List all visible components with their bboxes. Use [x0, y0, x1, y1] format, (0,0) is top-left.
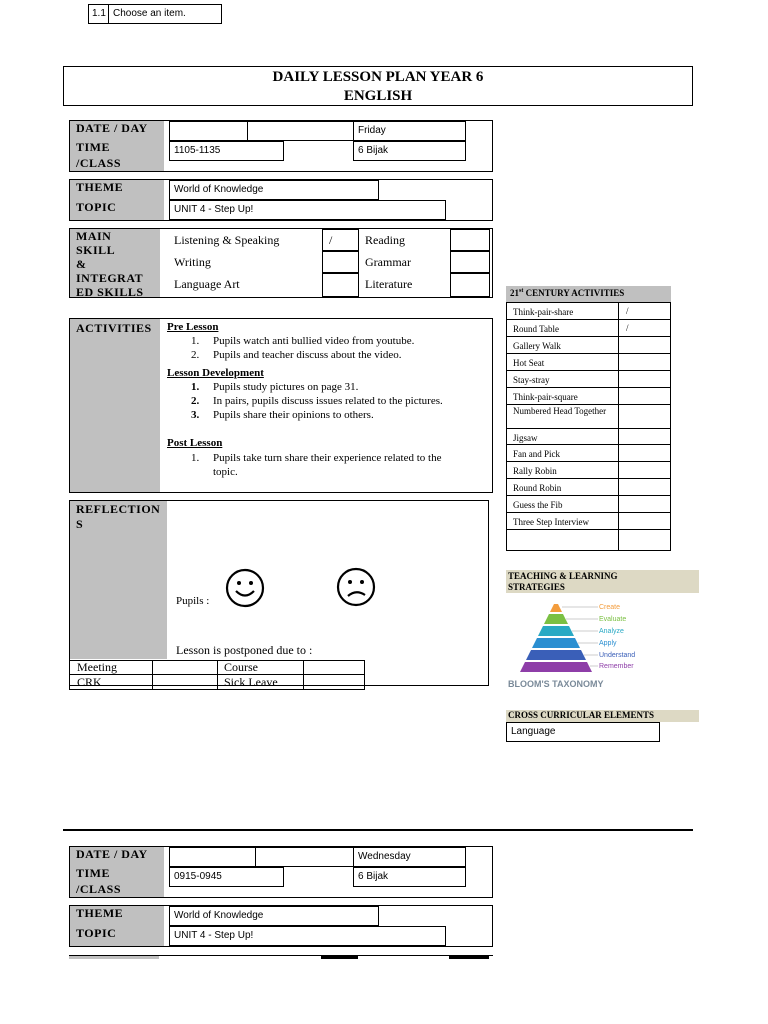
- choose-item-dropdown[interactable]: [88, 4, 222, 24]
- century-activity-empty-checkbox[interactable]: [618, 529, 671, 551]
- skill-grammar: Grammar: [365, 255, 411, 269]
- skill-listening-speaking: Listening & Speaking: [174, 233, 280, 247]
- century-activity-row: [506, 478, 671, 496]
- postponed-label: Lesson is postponed due to :: [176, 643, 313, 657]
- century-activity-checkbox[interactable]: [618, 353, 671, 371]
- skill-language-art-checkbox[interactable]: [322, 273, 359, 297]
- reason-sick-leave: Sick Leave: [224, 675, 278, 689]
- century-activity-name: Fan and Pick: [506, 444, 619, 462]
- lesson-development-heading: Lesson Development: [167, 367, 264, 379]
- date-field-2[interactable]: [247, 121, 354, 141]
- day-field[interactable]: Friday: [353, 121, 466, 141]
- development-step-1: Pupils study pictures on page 31.: [213, 381, 359, 393]
- cross-curricular-title: CROSS CURRICULAR ELEMENTS: [506, 710, 699, 722]
- skills-label: MAIN SKILL & INTEGRAT ED SKILLS: [76, 229, 144, 299]
- theme-topic-section: [69, 179, 493, 221]
- skill-literature-checkbox[interactable]: [450, 273, 490, 297]
- post-lesson-heading: Post Lesson: [167, 437, 223, 449]
- century-activity-row: [506, 495, 671, 513]
- topic-field-2[interactable]: UNIT 4 - Step Up!: [169, 926, 446, 946]
- century-activity-checkbox[interactable]: [618, 478, 671, 496]
- postponed-reasons-table: [69, 660, 365, 690]
- cross-curricular-field[interactable]: Language: [506, 722, 660, 742]
- post-lesson-step-1: Pupils take turn share their experience related to the: [213, 452, 442, 464]
- skills-section: [69, 228, 493, 298]
- date-field[interactable]: [169, 121, 248, 141]
- dropdown-number: 1.1: [92, 8, 106, 19]
- century-activity-name: Hot Seat: [506, 353, 619, 371]
- reflections-section: [69, 500, 489, 686]
- century-activity-checkbox[interactable]: [618, 444, 671, 462]
- century-activity-row: [506, 319, 671, 337]
- century-activity-checkbox[interactable]: /: [618, 302, 671, 320]
- theme-label-2: THEME: [76, 906, 124, 920]
- blooms-taxonomy-pyramid: [506, 596, 646, 692]
- century-activity-checkbox[interactable]: [618, 370, 671, 388]
- strategies-title: TEACHING & LEARNING STRATEGIES: [506, 570, 699, 593]
- theme-label: THEME: [76, 180, 124, 194]
- century-activity-name: Gallery Walk: [506, 336, 619, 354]
- skill-reading: Reading: [365, 233, 405, 247]
- skill-writing: Writing: [174, 255, 211, 269]
- time-field-2[interactable]: 0915-0945: [169, 867, 284, 887]
- century-activity-name: Think-pair-square: [506, 387, 619, 405]
- century-activity-checkbox[interactable]: [618, 428, 671, 445]
- level-remember: Remember: [599, 663, 634, 670]
- activities-label: ACTIVITIES: [76, 321, 152, 335]
- page-title: DAILY LESSON PLAN YEAR 6: [272, 69, 484, 85]
- pre-lesson-step-1: Pupils watch anti bullied video from youtube.: [213, 335, 415, 347]
- skill-writing-checkbox[interactable]: [322, 251, 359, 273]
- skill-listening-checkbox[interactable]: /: [322, 229, 359, 251]
- class-label: /CLASS: [76, 156, 122, 170]
- happy-face-icon[interactable]: [225, 568, 265, 608]
- time-label: TIME: [76, 140, 111, 154]
- development-step-3: Pupils share their opinions to others.: [213, 409, 374, 421]
- reason-crk: CRK: [77, 675, 102, 689]
- blooms-caption: BLOOM'S TAXONOMY: [508, 679, 604, 689]
- century-activity-checkbox[interactable]: [618, 336, 671, 354]
- century-activity-row: [506, 512, 671, 530]
- reflections-label: REFLECTION S: [76, 502, 161, 531]
- date-time-section: [69, 120, 493, 172]
- page-subject: ENGLISH: [343, 88, 413, 104]
- century-activity-row: [506, 444, 671, 462]
- century-activity-checkbox[interactable]: [618, 461, 671, 479]
- skill-language-art: Language Art: [174, 277, 240, 291]
- dropdown-text: Choose an item.: [113, 8, 186, 19]
- skill-grammar-checkbox[interactable]: [450, 251, 490, 273]
- class-field-2[interactable]: 6 Bijak: [353, 867, 466, 887]
- pre-lesson-step-2: Pupils and teacher discuss about the video.: [213, 349, 402, 361]
- time-label-2: TIME: [76, 866, 111, 880]
- century-activity-checkbox[interactable]: [618, 387, 671, 405]
- century-activity-row: [506, 387, 671, 405]
- century-activity-checkbox[interactable]: /: [618, 319, 671, 337]
- century-activity-row: [506, 461, 671, 479]
- century-activity-row: [506, 404, 671, 429]
- theme-field[interactable]: World of Knowledge: [169, 180, 379, 200]
- reason-meeting: Meeting: [77, 660, 117, 674]
- century-activity-empty[interactable]: [506, 529, 619, 551]
- page-title-box: [63, 66, 693, 106]
- class-field[interactable]: 6 Bijak: [353, 141, 466, 161]
- theme-field-2[interactable]: World of Knowledge: [169, 906, 379, 926]
- century-activity-row: [506, 428, 671, 445]
- date-field-3[interactable]: [169, 847, 256, 867]
- skill-literature: Literature: [365, 277, 413, 291]
- level-apply: Apply: [599, 640, 617, 647]
- pupils-label: Pupils :: [176, 595, 210, 607]
- theme-topic-section-2: [69, 905, 493, 947]
- development-step-2: In pairs, pupils discuss issues related to the pictures.: [213, 395, 443, 407]
- century-activity-checkbox[interactable]: [618, 512, 671, 530]
- level-analyze: Analyze: [599, 628, 624, 635]
- topic-label: TOPIC: [76, 200, 117, 214]
- century-activity-name: Think-pair-share: [506, 302, 619, 320]
- level-evaluate: Evaluate: [599, 616, 627, 623]
- post-lesson-step-1-cont: topic.: [213, 466, 238, 478]
- century-activity-row: [506, 336, 671, 354]
- activities-section: ACTIVITIES Pre Lesson 1. Pupils watch anti bullied video from youtube. 2. Pupils and teacher discuss about the video. Lesson Development 1. Pupils study pictures on page 31. 2. In pairs, pupils discuss issues related to the pictures. 3. Pupils share their opinions to others. Post Lesson 1. Pupils take turn share their experience related to the topic.: [69, 318, 493, 493]
- century-activity-name: Round Robin: [506, 478, 619, 496]
- century-activity-row: [506, 370, 671, 388]
- century-activity-row: [506, 302, 671, 320]
- skill-reading-checkbox[interactable]: [450, 229, 490, 251]
- century-activity-name: Round Table: [506, 319, 619, 337]
- pre-lesson-heading: Pre Lesson: [167, 321, 219, 333]
- century-activity-name: Rally Robin: [506, 461, 619, 479]
- date-day-label: DATE / DAY: [76, 121, 148, 135]
- century-activities-table: [506, 302, 671, 555]
- century-activity-row: [506, 353, 671, 371]
- century-activity-name: Numbered Head Together: [506, 404, 619, 429]
- time-field[interactable]: 1105-1135: [169, 141, 284, 161]
- century-activity-name: Three Step Interview: [506, 512, 619, 530]
- class-label-2: /CLASS: [76, 882, 122, 896]
- level-create: Create: [599, 604, 621, 611]
- century-activity-name: Stay-stray: [506, 370, 619, 388]
- skills-section-2-partial: [69, 955, 493, 959]
- date-field-4[interactable]: [255, 847, 354, 867]
- century-activity-checkbox[interactable]: [618, 404, 671, 429]
- reason-course: Course: [224, 660, 258, 674]
- century-activity-name: Jigsaw: [506, 428, 619, 445]
- level-understand: Understand: [599, 652, 636, 659]
- day-field-2[interactable]: Wednesday: [353, 847, 466, 867]
- century-activities-title: 21st CENTURY ACTIVITIES: [506, 286, 671, 302]
- date-time-section-2: [69, 846, 493, 898]
- date-day-label-2: DATE / DAY: [76, 847, 148, 861]
- sad-face-icon[interactable]: [336, 567, 376, 607]
- century-activity-name: Guess the Fib: [506, 495, 619, 513]
- page-divider: [63, 829, 693, 831]
- topic-field[interactable]: UNIT 4 - Step Up!: [169, 200, 446, 220]
- topic-label-2: TOPIC: [76, 926, 117, 940]
- century-activity-checkbox[interactable]: [618, 495, 671, 513]
